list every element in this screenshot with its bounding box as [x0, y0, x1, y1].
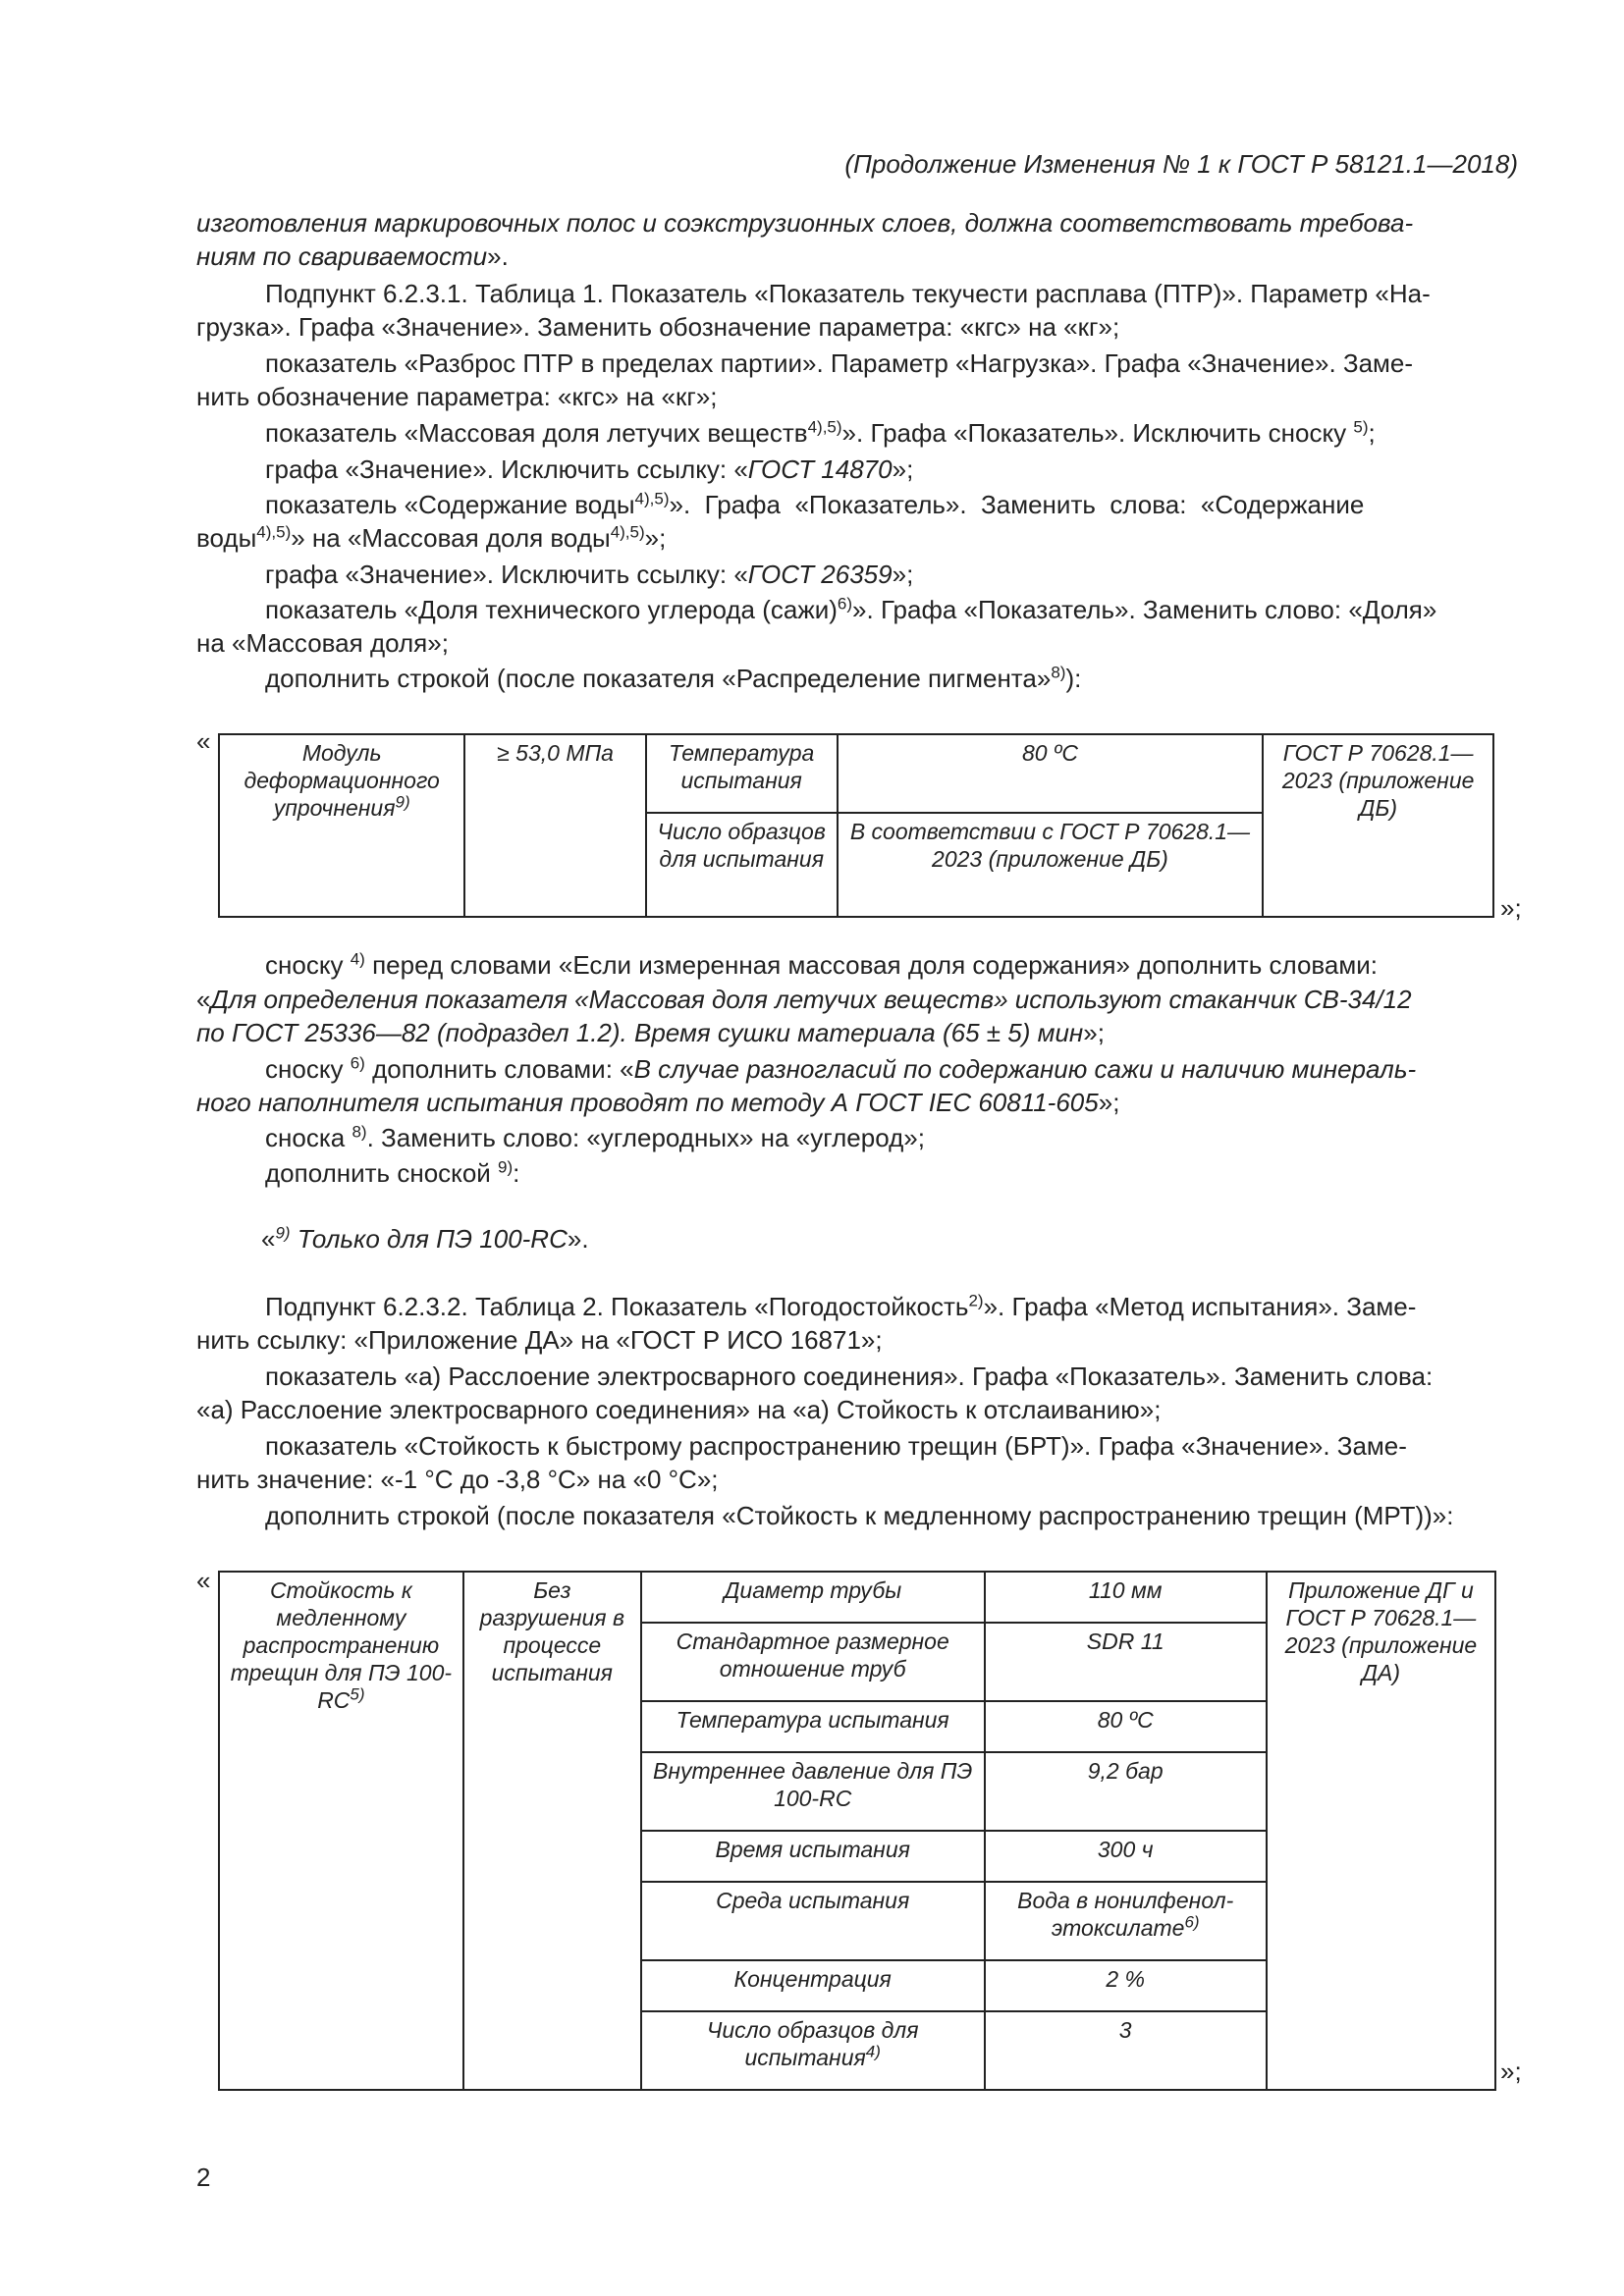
quote-close: »;	[1500, 893, 1522, 923]
text: дополнить сноской	[265, 1158, 499, 1188]
table-cell: ≥ 53,0 МПа	[464, 734, 645, 917]
table-cell: Внутреннее давление для ПЭ 100-RC	[641, 1752, 985, 1831]
text: «	[196, 985, 211, 1014]
table-cell: 110 мм	[985, 1572, 1267, 1623]
text: Подпункт 6.2.3.2. Таблица 2. Показатель «Погодостойкость	[265, 1292, 969, 1321]
table-cell: 300 ч	[985, 1831, 1267, 1882]
paragraph-line: нить ссылку: «Приложение ДА» на «ГОСТ Р ИСО 16871»;	[196, 1325, 883, 1355]
table-1	[218, 733, 1494, 918]
paragraph-line: Подпункт 6.2.3.1. Таблица 1. Показатель «Показатель текучести расплава (ПТР)». Параметр «На-	[265, 279, 1431, 308]
italic-text: ниям по свариваемости	[196, 241, 488, 271]
text: ». Графа «Показатель». Заменить слово: «Доля»	[852, 595, 1437, 624]
table-cell: 9,2 бар	[985, 1752, 1267, 1831]
text: показатель «Доля технического углерода (сажи)	[265, 595, 838, 624]
paragraph-line: показатель «Разброс ПТР в пределах партии». Параметр «Нагрузка». Графа «Значение». Заме-	[265, 348, 1414, 378]
italic-text: ного наполнителя испытания проводят по методу А ГОСТ IEC 60811-605	[196, 1088, 1099, 1117]
table-cell: Температура испытания	[646, 734, 838, 813]
italic-text: ГОСТ 14870	[747, 454, 893, 484]
text: ».	[567, 1224, 589, 1254]
paragraph-line: изготовления маркировочных полос и соэкструзионных слоев, должна соответствовать требова-	[196, 208, 1414, 238]
text: ):	[1065, 664, 1082, 693]
footnote-ref: 4),5)	[807, 417, 842, 437]
text: сноску	[265, 1054, 351, 1084]
footnote-ref: 8)	[1051, 663, 1066, 682]
paragraph-line: на «Массовая доля»;	[196, 628, 449, 658]
text: »;	[892, 454, 914, 484]
paragraph-line	[265, 1052, 1518, 1086]
table-cell: 80 ºС	[838, 734, 1264, 813]
paragraph-line	[196, 521, 1518, 555]
footnote-ref: 9)	[275, 1223, 291, 1243]
table-cell: Среда испытания	[641, 1882, 985, 1960]
quote-open: «	[196, 726, 211, 756]
footnote-ref: 4)	[350, 949, 365, 969]
text: «	[261, 1224, 276, 1254]
italic-text: Только для ПЭ 100-RC	[290, 1224, 568, 1254]
footnote-ref: 2)	[968, 1291, 984, 1310]
text: графа «Значение». Исключить ссылку: «	[265, 454, 748, 484]
footnote-ref: 5)	[1353, 417, 1369, 437]
text: ». Графа «Показатель». Исключить сноску	[841, 418, 1354, 448]
paragraph-line	[265, 453, 1518, 486]
text: сноска	[265, 1123, 352, 1152]
text: воды	[196, 523, 257, 553]
paragraph-line	[265, 416, 1518, 450]
footnote-ref: 8)	[352, 1122, 367, 1142]
paragraph-line	[196, 1016, 1518, 1049]
text: перед словами «Если измеренная массовая доля содержания» дополнить словами:	[364, 950, 1379, 980]
text: дополнить словами: «	[364, 1054, 634, 1084]
text: ». Графа «Показатель». Заменить слова: «Содержание	[669, 490, 1365, 519]
paragraph-line	[265, 948, 1518, 982]
paragraph-line	[196, 240, 1518, 273]
table-cell: Диаметр трубы	[641, 1572, 985, 1623]
running-header: (Продолжение Изменения № 1 к ГОСТ Р 58121.1—2018)	[844, 149, 1518, 179]
table-cell: Концентрация	[641, 1960, 985, 2011]
footnote-ref: 9)	[498, 1157, 514, 1177]
text: :	[513, 1158, 520, 1188]
italic-text: Для определения показателя «Массовая доля летучих веществ» используют стаканчик СВ-34/12	[210, 985, 1412, 1014]
page-number: 2	[196, 2163, 211, 2192]
italic-text: ГОСТ 26359	[747, 560, 893, 589]
footnote-ref: 4),5)	[610, 522, 645, 542]
table-cell: Стойкость к медленному распространению трещин для ПЭ 100-RC$^{5)}$	[219, 1572, 463, 2090]
footnote-ref: 4),5)	[256, 522, 292, 542]
text: » на «Массовая доля воды	[291, 523, 611, 553]
paragraph-line	[265, 558, 1518, 591]
table-cell: 3	[985, 2011, 1267, 2090]
text: »;	[1098, 1088, 1120, 1117]
paragraph-line: нить обозначение параметра: «кгс» на «кг»;	[196, 382, 718, 411]
text: ».	[487, 241, 509, 271]
table-cell: Без разрушения в процессе испытания	[463, 1572, 641, 2090]
paragraph-line	[265, 1121, 1518, 1154]
text: дополнить строкой (после показателя «Распределение пигмента»	[265, 664, 1052, 693]
table-cell: SDR 11	[985, 1623, 1267, 1701]
footnote-ref: 6)	[837, 594, 853, 614]
table-cell: В соответствии с ГОСТ Р 70628.1—2023 (приложение ДБ)	[838, 813, 1264, 917]
text: графа «Значение». Исключить ссылку: «	[265, 560, 748, 589]
table-cell: Время испытания	[641, 1831, 985, 1882]
table-cell: Приложение ДГ и ГОСТ Р 70628.1—2023 (приложение ДА)	[1267, 1572, 1495, 2090]
paragraph-line: «а) Расслоение электросварного соединения» на «а) Стойкость к отслаиванию»;	[196, 1395, 1162, 1424]
table-cell: Стандартное размерное отношение труб	[641, 1623, 985, 1701]
paragraph-line	[265, 593, 1518, 626]
table-cell: Модуль деформационного упрочнения$^{9)}$	[219, 734, 464, 917]
footnote-text	[261, 1222, 1439, 1255]
text: »;	[1083, 1018, 1105, 1047]
text: показатель «Массовая доля летучих веществ	[265, 418, 808, 448]
text: ;	[1368, 418, 1376, 448]
table-cell: Число образцов для испытания	[646, 813, 838, 917]
quote-close: »;	[1500, 2056, 1522, 2086]
table-2	[218, 1571, 1496, 2091]
footnote-ref: 6)	[350, 1053, 365, 1073]
text: »;	[644, 523, 667, 553]
table-cell: Температура испытания	[641, 1701, 985, 1752]
text: ». Графа «Метод испытания». Заме-	[983, 1292, 1417, 1321]
paragraph-line	[196, 983, 1518, 1016]
paragraph-line: нить значение: «-1 °С до -3,8 °С» на «0 °С»;	[196, 1465, 719, 1494]
paragraph-line: показатель «а) Расслоение электросварного соединения». Графа «Показатель». Заменить слова:	[265, 1362, 1434, 1391]
paragraph-line: грузка». Графа «Значение». Заменить обозначение параметра: «кгс» на «кг»;	[196, 312, 1120, 342]
table-cell: 80 ºС	[985, 1701, 1267, 1752]
footnote-ref: 4),5)	[634, 489, 670, 508]
text: сноску	[265, 950, 351, 980]
table-cell: ГОСТ Р 70628.1—2023 (приложение ДБ)	[1263, 734, 1493, 917]
italic-text: по ГОСТ 25336—82 (подраздел 1.2). Время сушки материала (65 ± 5) мин	[196, 1018, 1084, 1047]
paragraph-line: показатель «Стойкость к быстрому распространению трещин (БРТ)». Графа «Значение». Заме-	[265, 1431, 1407, 1461]
quote-open: «	[196, 1566, 211, 1595]
text: показатель «Содержание воды	[265, 490, 635, 519]
paragraph-line	[265, 662, 1518, 695]
table-cell: Вода в нонилфенол-этоксилате$^{6)}$	[985, 1882, 1267, 1960]
text: . Заменить слово: «углеродных» на «углерод»;	[366, 1123, 925, 1152]
paragraph-line	[265, 488, 1518, 521]
text: »;	[892, 560, 914, 589]
paragraph-line	[196, 1086, 1518, 1119]
table-cell: Число образцов для испытания$^{4)}$	[641, 2011, 985, 2090]
paragraph-line: дополнить строкой (после показателя «Стойкость к медленному распространению трещин (МРТ))»:	[265, 1501, 1454, 1530]
paragraph-line	[265, 1290, 1518, 1323]
italic-text: В случае разногласий по содержанию сажи и наличию минераль-	[633, 1054, 1417, 1084]
table-cell: 2 %	[985, 1960, 1267, 2011]
paragraph-line	[265, 1156, 1518, 1190]
